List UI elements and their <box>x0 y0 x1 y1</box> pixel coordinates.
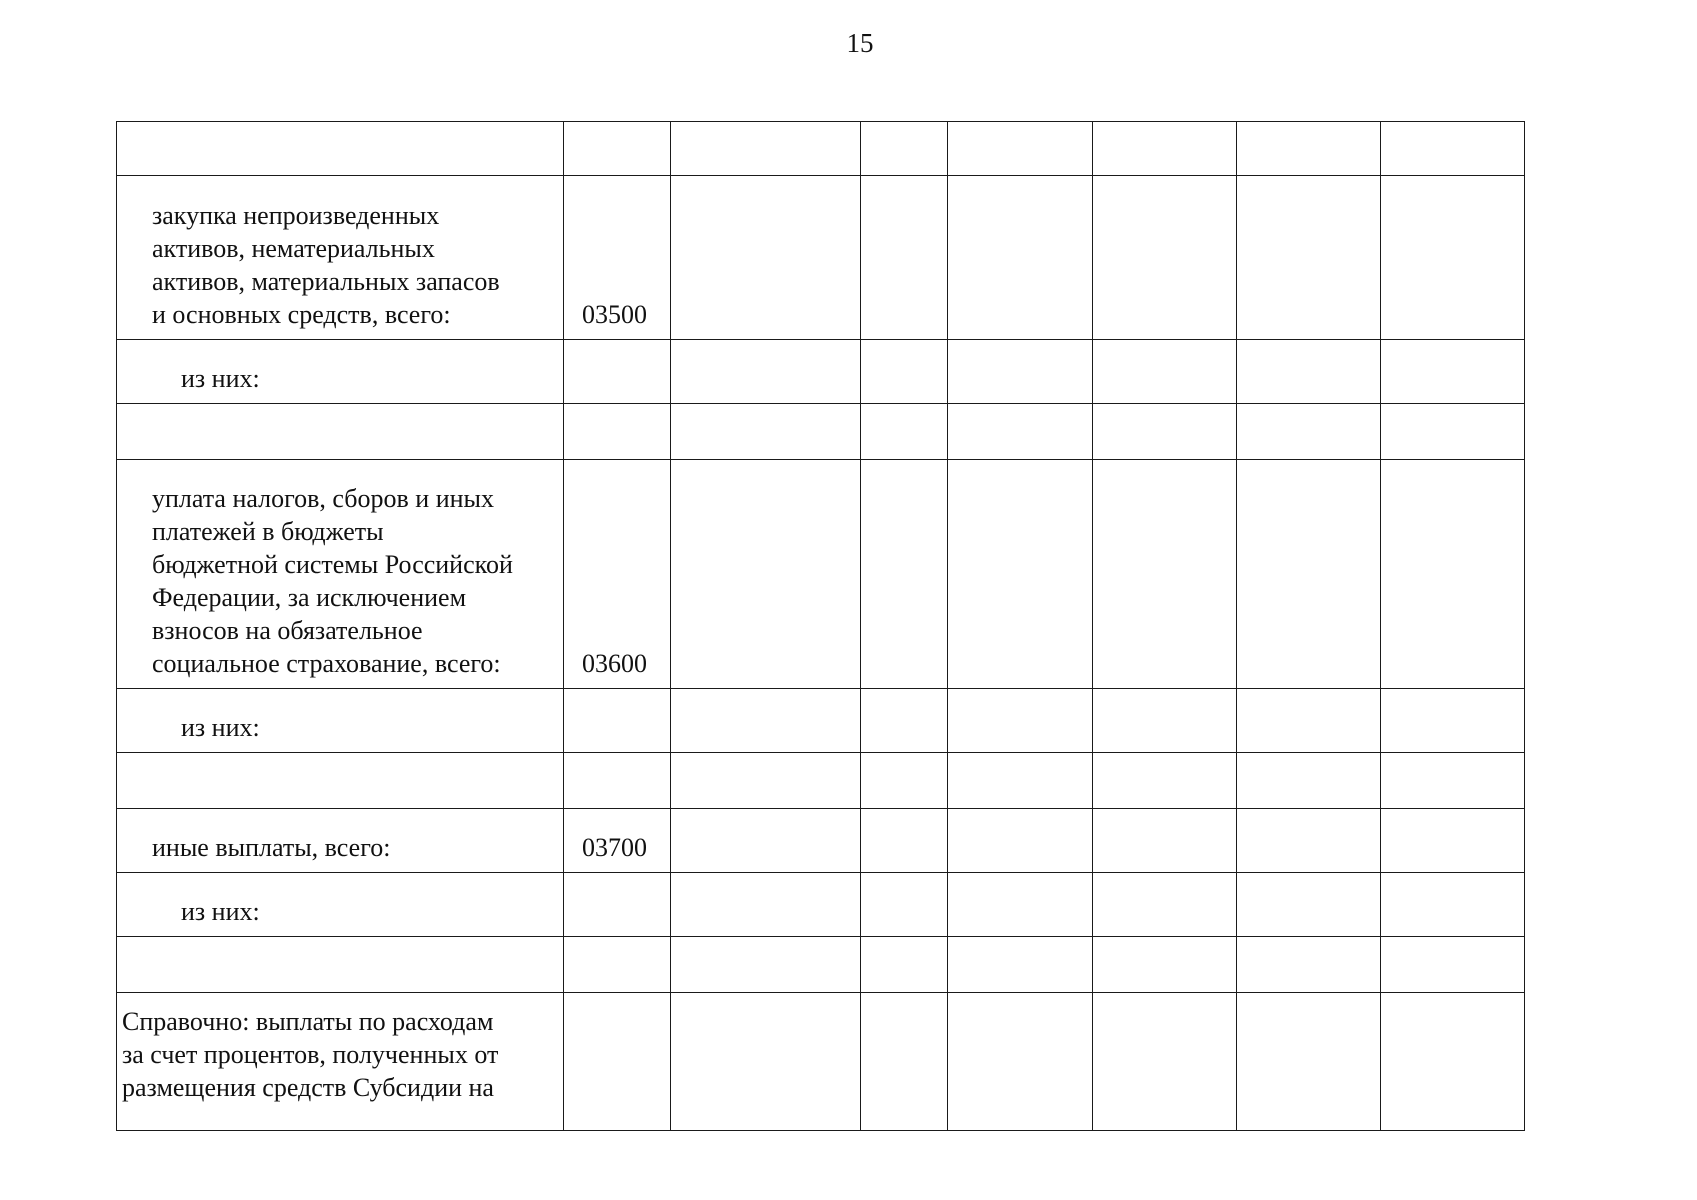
value-cell <box>671 689 861 753</box>
table-row <box>117 340 1525 404</box>
value-cell <box>1381 404 1525 460</box>
row-label-line: Справочно: выплаты по расходам <box>122 1007 494 1036</box>
row-code-cell <box>564 993 671 1131</box>
row-label-line: из них: <box>181 713 260 742</box>
value-cell <box>671 753 861 809</box>
value-cell <box>1237 689 1381 753</box>
value-cell <box>861 340 948 404</box>
row-label-line: Федерации, за исключением <box>152 583 467 612</box>
value-cell <box>948 404 1093 460</box>
row-label-cell <box>117 753 564 809</box>
row-code: 03700 <box>582 833 647 862</box>
value-cell <box>1381 176 1525 340</box>
value-cell <box>1237 937 1381 993</box>
row-code-cell <box>564 176 671 340</box>
value-cell <box>1381 122 1525 176</box>
row-code-cell <box>564 937 671 993</box>
value-cell <box>1237 176 1381 340</box>
value-cell <box>671 993 861 1131</box>
row-code-cell <box>564 404 671 460</box>
row-code: 03600 <box>582 649 647 678</box>
value-cell <box>948 340 1093 404</box>
value-cell <box>671 176 861 340</box>
row-code-cell <box>564 340 671 404</box>
value-cell <box>948 122 1093 176</box>
value-cell <box>671 122 861 176</box>
value-cell <box>1381 873 1525 937</box>
row-code-cell <box>564 753 671 809</box>
row-label-cell <box>117 689 564 753</box>
value-cell <box>861 122 948 176</box>
row-label-cell <box>117 176 564 340</box>
table-body <box>117 122 1525 1131</box>
row-code-cell <box>564 809 671 873</box>
value-cell <box>861 689 948 753</box>
value-cell <box>1237 873 1381 937</box>
value-cell <box>1093 404 1237 460</box>
value-cell <box>861 873 948 937</box>
row-label-line: активов, нематериальных <box>152 234 435 263</box>
value-cell <box>1237 404 1381 460</box>
table-row <box>117 176 1525 340</box>
value-cell <box>861 753 948 809</box>
value-cell <box>1381 809 1525 873</box>
value-cell <box>1381 460 1525 689</box>
value-cell <box>1237 753 1381 809</box>
table-row <box>117 873 1525 937</box>
row-label-cell <box>117 122 564 176</box>
table-row <box>117 753 1525 809</box>
value-cell <box>948 689 1093 753</box>
value-cell <box>948 993 1093 1131</box>
value-cell <box>671 460 861 689</box>
value-cell <box>1093 340 1237 404</box>
value-cell <box>671 809 861 873</box>
row-label-line: размещения средств Субсидии на <box>122 1073 494 1102</box>
row-label-line: бюджетной системы Российской <box>152 550 513 579</box>
value-cell <box>1237 809 1381 873</box>
row-label-cell <box>117 404 564 460</box>
row-label-line: взносов на обязательное <box>152 616 423 645</box>
row-label-line: и основных средств, всего: <box>152 300 451 329</box>
value-cell <box>1381 753 1525 809</box>
row-label-cell <box>117 873 564 937</box>
payments-form-table <box>116 121 1525 1131</box>
table-row <box>117 689 1525 753</box>
value-cell <box>1093 176 1237 340</box>
row-label-line: платежей в бюджеты <box>152 517 384 546</box>
value-cell <box>1093 460 1237 689</box>
value-cell <box>861 176 948 340</box>
table-row <box>117 993 1525 1131</box>
value-cell <box>861 937 948 993</box>
row-code-cell <box>564 689 671 753</box>
row-code-cell <box>564 460 671 689</box>
row-label-line: закупка непроизведенных <box>152 201 440 230</box>
value-cell <box>861 460 948 689</box>
value-cell <box>1093 873 1237 937</box>
table-row <box>117 937 1525 993</box>
value-cell <box>1237 340 1381 404</box>
value-cell <box>671 340 861 404</box>
row-code: 03500 <box>582 300 647 329</box>
value-cell <box>948 937 1093 993</box>
row-code-cell <box>564 873 671 937</box>
row-label-line: за счет процентов, полученных от <box>122 1040 499 1069</box>
row-label-cell <box>117 809 564 873</box>
row-code-cell <box>564 122 671 176</box>
value-cell <box>1093 689 1237 753</box>
value-cell <box>1237 460 1381 689</box>
row-label-line: активов, материальных запасов <box>152 267 500 296</box>
value-cell <box>948 873 1093 937</box>
value-cell <box>861 993 948 1131</box>
value-cell <box>861 404 948 460</box>
table-row <box>117 460 1525 689</box>
page-number: 15 <box>846 28 874 58</box>
row-label-line: из них: <box>181 364 260 393</box>
value-cell <box>1093 993 1237 1131</box>
value-cell <box>861 809 948 873</box>
row-label-line: социальное страхование, всего: <box>152 649 501 678</box>
value-cell <box>948 176 1093 340</box>
value-cell <box>1381 937 1525 993</box>
row-label-line: из них: <box>181 897 260 926</box>
row-label-cell <box>117 460 564 689</box>
value-cell <box>1381 689 1525 753</box>
value-cell <box>1093 937 1237 993</box>
value-cell <box>1237 993 1381 1131</box>
value-cell <box>1381 340 1525 404</box>
row-label-cell <box>117 993 564 1131</box>
row-label-cell <box>117 937 564 993</box>
value-cell <box>671 937 861 993</box>
value-cell <box>1381 993 1525 1131</box>
row-label-cell <box>117 340 564 404</box>
row-label-line: уплата налогов, сборов и иных <box>152 484 494 513</box>
value-cell <box>671 873 861 937</box>
value-cell <box>948 809 1093 873</box>
value-cell <box>1093 809 1237 873</box>
value-cell <box>1093 122 1237 176</box>
value-cell <box>1237 122 1381 176</box>
table-row <box>117 122 1525 176</box>
value-cell <box>671 404 861 460</box>
table-row <box>117 404 1525 460</box>
value-cell <box>948 460 1093 689</box>
value-cell <box>948 753 1093 809</box>
value-cell <box>1093 753 1237 809</box>
row-label-line: иные выплаты, всего: <box>152 833 391 862</box>
table-row <box>117 809 1525 873</box>
